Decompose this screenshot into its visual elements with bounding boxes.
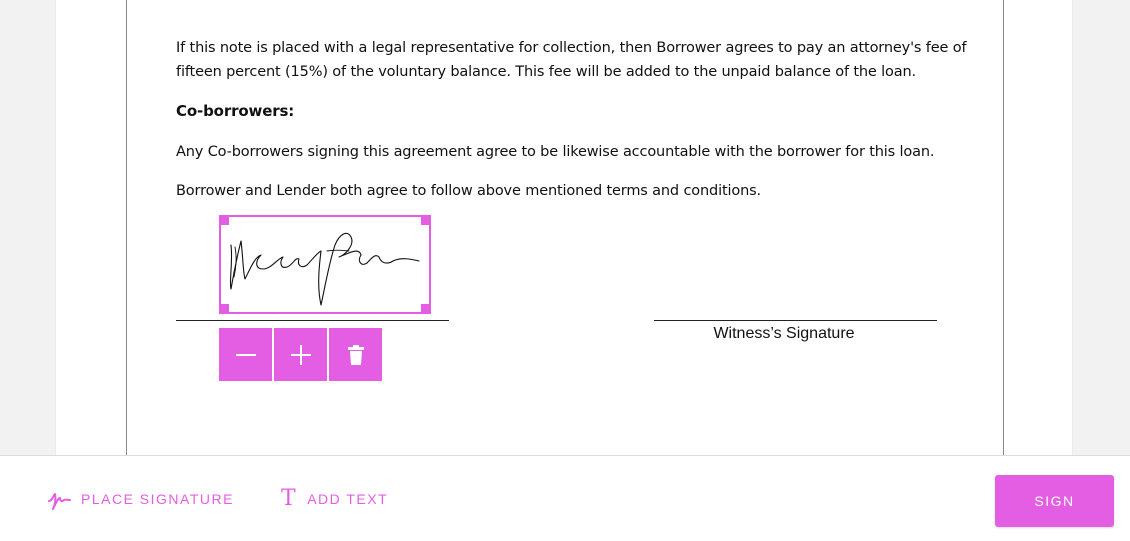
- handwritten-signature: [221, 217, 429, 312]
- coborrowers-heading: Co-borrowers:: [176, 102, 295, 120]
- text-icon: T: [281, 485, 298, 511]
- witness-signature-line: [654, 320, 937, 321]
- add-text-button[interactable]: [281, 456, 388, 541]
- trash-icon: [347, 345, 365, 365]
- witness-signature-label: Witness’s Signature: [713, 325, 855, 342]
- add-text-label: ADD TEXT: [307, 490, 389, 507]
- borrower-signature-line: [176, 320, 449, 321]
- enlarge-signature-button[interactable]: [274, 328, 327, 381]
- placed-signature[interactable]: [219, 215, 431, 314]
- resize-handle-bottom-right[interactable]: [421, 304, 431, 314]
- signature-toolbar: [219, 328, 382, 381]
- terms-paragraph: Borrower and Lender both agree to follow above mentioned terms and conditions.: [176, 183, 762, 199]
- plus-icon: [289, 343, 313, 367]
- signature-icon: [47, 487, 71, 511]
- minus-icon: [234, 343, 258, 367]
- fee-paragraph: [176, 36, 967, 84]
- resize-handle-bottom-left[interactable]: [219, 304, 229, 314]
- fee-paragraph-line-2: fifteen percent (15%) of the voluntary balance. This fee will be added to the unpaid balance of the loan.: [176, 64, 916, 80]
- place-signature-label: PLACE SIGNATURE: [81, 490, 234, 507]
- resize-handle-top-left[interactable]: [219, 215, 229, 225]
- sign-button[interactable]: SIGN: [995, 475, 1114, 527]
- coborrowers-paragraph: Any Co-borrowers signing this agreement agree to be likewise accountable with the borrower for this loan.: [176, 144, 935, 160]
- shrink-signature-button[interactable]: [219, 328, 272, 381]
- fee-paragraph-line-1: If this note is placed with a legal representative for collection, then Borrower agrees to pay an attorney's fee of: [176, 40, 967, 56]
- place-signature-button[interactable]: [47, 456, 234, 541]
- delete-signature-button[interactable]: [329, 328, 382, 381]
- bottom-toolbar: [0, 455, 1130, 541]
- resize-handle-top-right[interactable]: [421, 215, 431, 225]
